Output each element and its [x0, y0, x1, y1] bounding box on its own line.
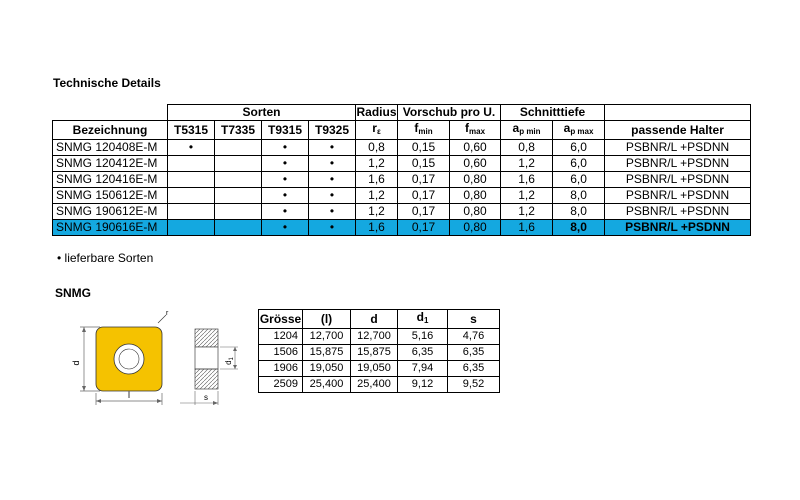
cell-grade: [215, 156, 262, 172]
table-row: [259, 361, 500, 377]
cell-groesse: 1906: [259, 361, 303, 377]
cell-halter: PSBNR/L +PSDNN: [605, 140, 751, 156]
cell-grade: [168, 156, 215, 172]
header-s: s: [448, 310, 500, 329]
cell-apmin: 0,8: [501, 140, 553, 156]
cell-apmin: 1,2: [501, 204, 553, 220]
insert-diagram: [60, 305, 255, 410]
cell-grade: •: [262, 204, 309, 220]
header-d1: $d_1$: [398, 310, 448, 329]
header-empty: [605, 105, 751, 121]
size-header-row: [259, 310, 500, 329]
cell-grade: [215, 172, 262, 188]
cell-bezeichnung: SNMG 150612E-M: [53, 188, 168, 204]
cell-grade: [168, 172, 215, 188]
cell-groesse: 2509: [259, 377, 303, 393]
cell-halter: PSBNR/L +PSDNN: [605, 156, 751, 172]
cell-grade: •: [309, 220, 356, 236]
header-d: d: [351, 310, 398, 329]
cell-halter: PSBNR/L +PSDNN: [605, 172, 751, 188]
cell-l: 19,050: [303, 361, 351, 377]
snmg-title: SNMG: [55, 286, 91, 300]
label-r: r: [166, 310, 169, 317]
cell-fmax: 0,60: [450, 156, 501, 172]
section-title: Technische Details: [53, 76, 161, 90]
cell-apmin: 1,2: [501, 188, 553, 204]
cell-groesse: 1204: [259, 329, 303, 345]
technical-details-table: [52, 104, 751, 236]
cell-grade: •: [309, 156, 356, 172]
header-row-columns: [53, 121, 751, 140]
cell-apmin: 1,6: [501, 172, 553, 188]
cell-s: 9,52: [448, 377, 500, 393]
cell-apmax: 6,0: [553, 172, 605, 188]
cell-halter: PSBNR/L +PSDNN: [605, 220, 751, 236]
cell-grade: •: [309, 204, 356, 220]
header-radius: Radius: [356, 105, 397, 119]
header-ap-max: $a_{p max}$: [553, 121, 605, 140]
cell-grade: •: [309, 140, 356, 156]
cell-radius: 1,2: [356, 188, 398, 204]
table-row: [53, 204, 751, 220]
table-row: [53, 172, 751, 188]
table-row: [53, 140, 751, 156]
cell-apmax: 8,0: [553, 188, 605, 204]
table-row-highlighted: [53, 220, 751, 236]
header-halter: passende Halter: [605, 121, 751, 140]
cell-apmax: 8,0: [553, 204, 605, 220]
cell-fmax: 0,80: [450, 172, 501, 188]
cell-radius: 1,6: [356, 172, 398, 188]
arrow-icon: [233, 365, 237, 369]
label-d: d: [71, 360, 81, 366]
side-view-top: [195, 329, 218, 347]
cell-s: 6,35: [448, 361, 500, 377]
cell-s: 6,35: [448, 345, 500, 361]
cell-radius: 1,6: [356, 220, 398, 236]
empty-corner: [53, 105, 168, 121]
cell-radius: 1,2: [356, 156, 398, 172]
header-grade: T9315: [262, 121, 309, 140]
cell-d1: 5,16: [398, 329, 448, 345]
cell-fmax: 0,80: [450, 220, 501, 236]
cell-radius: 1,2: [356, 204, 398, 220]
side-view-hole: [195, 347, 218, 369]
label-d1: $d_1$: [224, 357, 235, 365]
cell-apmax: 8,0: [553, 220, 605, 236]
arrow-icon: [96, 399, 101, 403]
cell-grade: •: [262, 156, 309, 172]
cell-grade: •: [309, 188, 356, 204]
cell-grade: [215, 204, 262, 220]
cell-grade: •: [309, 172, 356, 188]
cell-grade: •: [262, 188, 309, 204]
arrow-icon: [233, 347, 237, 351]
table-row: [53, 188, 751, 204]
cell-fmin: 0,17: [398, 172, 450, 188]
header-vorschub: Vorschub pro U.: [398, 105, 501, 121]
header-r-epsilon: $r_\varepsilon$: [356, 121, 398, 140]
cell-l: 25,400: [303, 377, 351, 393]
cell-fmin: 0,17: [398, 204, 450, 220]
radius-leader: [158, 315, 166, 323]
header-grade: T5315: [168, 121, 215, 140]
cell-grade: [168, 188, 215, 204]
cell-bezeichnung: SNMG 120416E-M: [53, 172, 168, 188]
header-grade: T7335: [215, 121, 262, 140]
cell-grade: •: [262, 220, 309, 236]
header-bezeichnung: Bezeichnung: [53, 121, 168, 140]
cell-bezeichnung: SNMG 120412E-M: [53, 156, 168, 172]
cell-grade: [215, 140, 262, 156]
cell-fmin: 0,15: [398, 156, 450, 172]
cell-apmin: 1,6: [501, 220, 553, 236]
arrow-icon: [82, 386, 86, 391]
cell-fmin: 0,17: [398, 220, 450, 236]
table-row: [259, 345, 500, 361]
header-schnitttiefe: Schnitttiefe: [501, 105, 605, 121]
header-ap-min: $a_{p min}$: [501, 121, 553, 140]
cell-grade: •: [262, 140, 309, 156]
size-table: [258, 309, 500, 393]
cell-d: 15,875: [351, 345, 398, 361]
cell-d: 19,050: [351, 361, 398, 377]
cell-apmin: 1,2: [501, 156, 553, 172]
cell-apmax: 6,0: [553, 140, 605, 156]
cell-apmax: 6,0: [553, 156, 605, 172]
arrow-icon: [213, 401, 218, 405]
table-row: [53, 156, 751, 172]
cell-fmax: 0,80: [450, 204, 501, 220]
arrow-icon: [82, 327, 86, 332]
cell-grade: •: [262, 172, 309, 188]
header-f-min: $f_{min}$: [398, 121, 450, 140]
cell-d: 25,400: [351, 377, 398, 393]
cell-fmin: 0,15: [398, 140, 450, 156]
cell-l: 15,875: [303, 345, 351, 361]
insert-hole-inner: [119, 349, 139, 369]
cell-grade: [215, 188, 262, 204]
cell-d1: 6,35: [398, 345, 448, 361]
cell-fmax: 0,80: [450, 188, 501, 204]
cell-halter: PSBNR/L +PSDNN: [605, 204, 751, 220]
cell-halter: PSBNR/L +PSDNN: [605, 188, 751, 204]
header-grade: T9325: [309, 121, 356, 140]
header-sorten: Sorten: [168, 105, 356, 121]
header-row-groups: [53, 105, 751, 121]
cell-grade: [168, 204, 215, 220]
cell-fmax: 0,60: [450, 140, 501, 156]
cell-grade: •: [168, 140, 215, 156]
header-l: (l): [303, 310, 351, 329]
cell-grade: [168, 220, 215, 236]
cell-s: 4,76: [448, 329, 500, 345]
cell-d1: 7,94: [398, 361, 448, 377]
table-row: [259, 377, 500, 393]
header-f-max: $f_{max}$: [450, 121, 501, 140]
cell-l: 12,700: [303, 329, 351, 345]
label-s: s: [204, 393, 208, 402]
side-view-bottom: [195, 369, 218, 389]
cell-fmin: 0,17: [398, 188, 450, 204]
cell-d1: 9,12: [398, 377, 448, 393]
cell-d: 12,700: [351, 329, 398, 345]
table-row: [259, 329, 500, 345]
header-groesse: Grösse: [259, 310, 303, 329]
cell-bezeichnung: SNMG 190612E-M: [53, 204, 168, 220]
arrow-icon: [157, 399, 162, 403]
legend-text: • lieferbare Sorten: [57, 251, 154, 265]
cell-bezeichnung: SNMG 190616E-M: [53, 220, 168, 236]
label-l: l: [128, 390, 130, 400]
cell-bezeichnung: SNMG 120408E-M: [53, 140, 168, 156]
cell-radius: 0,8: [356, 140, 398, 156]
cell-grade: [215, 220, 262, 236]
cell-groesse: 1506: [259, 345, 303, 361]
